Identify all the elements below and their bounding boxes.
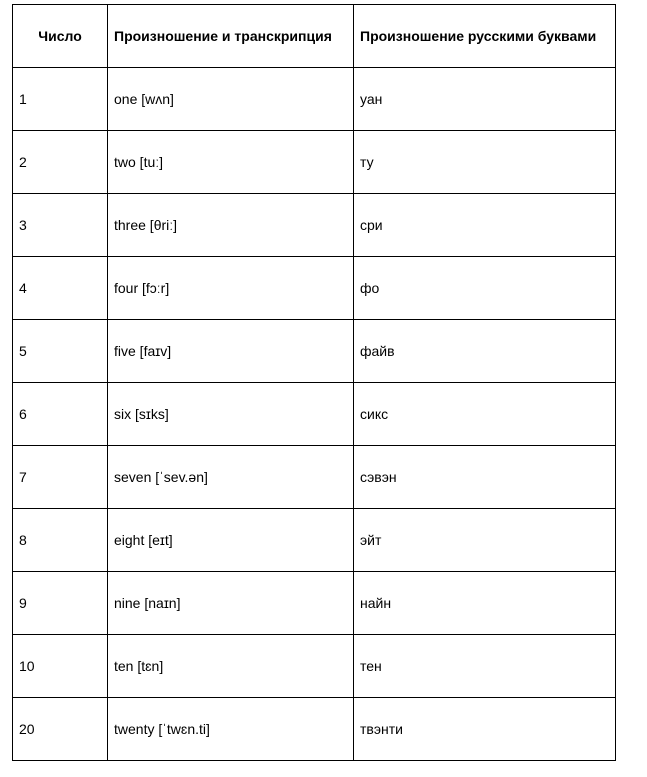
table-body bbox=[13, 68, 616, 761]
header-row bbox=[13, 5, 616, 68]
cell-transcription: five [faɪv] bbox=[108, 320, 354, 383]
cell-transcription: twenty [ˈtwɛn.ti] bbox=[108, 698, 354, 761]
table-row bbox=[13, 320, 616, 383]
cell-transcription: two [tuː] bbox=[108, 131, 354, 194]
cell-russian: сри bbox=[354, 194, 616, 257]
cell-russian: уан bbox=[354, 68, 616, 131]
cell-number: 20 bbox=[13, 698, 108, 761]
cell-russian: тен bbox=[354, 635, 616, 698]
table-row bbox=[13, 383, 616, 446]
cell-russian: эйт bbox=[354, 509, 616, 572]
table-row bbox=[13, 257, 616, 320]
cell-number: 4 bbox=[13, 257, 108, 320]
table-row bbox=[13, 572, 616, 635]
cell-number: 9 bbox=[13, 572, 108, 635]
table-row bbox=[13, 698, 616, 761]
cell-number: 2 bbox=[13, 131, 108, 194]
cell-russian: сэвэн bbox=[354, 446, 616, 509]
cell-russian: фо bbox=[354, 257, 616, 320]
cell-russian: сикс bbox=[354, 383, 616, 446]
table-row bbox=[13, 446, 616, 509]
cell-number: 5 bbox=[13, 320, 108, 383]
table-row bbox=[13, 635, 616, 698]
cell-transcription: six [sɪks] bbox=[108, 383, 354, 446]
table-row bbox=[13, 194, 616, 257]
cell-transcription: seven [ˈsev.ən] bbox=[108, 446, 354, 509]
cell-transcription: nine [naɪn] bbox=[108, 572, 354, 635]
cell-number: 3 bbox=[13, 194, 108, 257]
cell-transcription: four [fɔːr] bbox=[108, 257, 354, 320]
header-number: Число bbox=[13, 5, 108, 68]
cell-number: 10 bbox=[13, 635, 108, 698]
numbers-table bbox=[12, 4, 616, 761]
cell-russian: твэнти bbox=[354, 698, 616, 761]
cell-transcription: one [wʌn] bbox=[108, 68, 354, 131]
cell-transcription: eight [eɪt] bbox=[108, 509, 354, 572]
table-row bbox=[13, 509, 616, 572]
cell-russian: ту bbox=[354, 131, 616, 194]
cell-russian: файв bbox=[354, 320, 616, 383]
cell-transcription: three [θriː] bbox=[108, 194, 354, 257]
cell-number: 1 bbox=[13, 68, 108, 131]
cell-russian: найн bbox=[354, 572, 616, 635]
header-transcription: Произношение и транскрипция bbox=[108, 5, 354, 68]
table-header bbox=[13, 5, 616, 68]
cell-number: 7 bbox=[13, 446, 108, 509]
cell-number: 6 bbox=[13, 383, 108, 446]
cell-number: 8 bbox=[13, 509, 108, 572]
header-russian: Произношение русскими буквами bbox=[354, 5, 616, 68]
table-row bbox=[13, 131, 616, 194]
cell-transcription: ten [tɛn] bbox=[108, 635, 354, 698]
table-row bbox=[13, 68, 616, 131]
